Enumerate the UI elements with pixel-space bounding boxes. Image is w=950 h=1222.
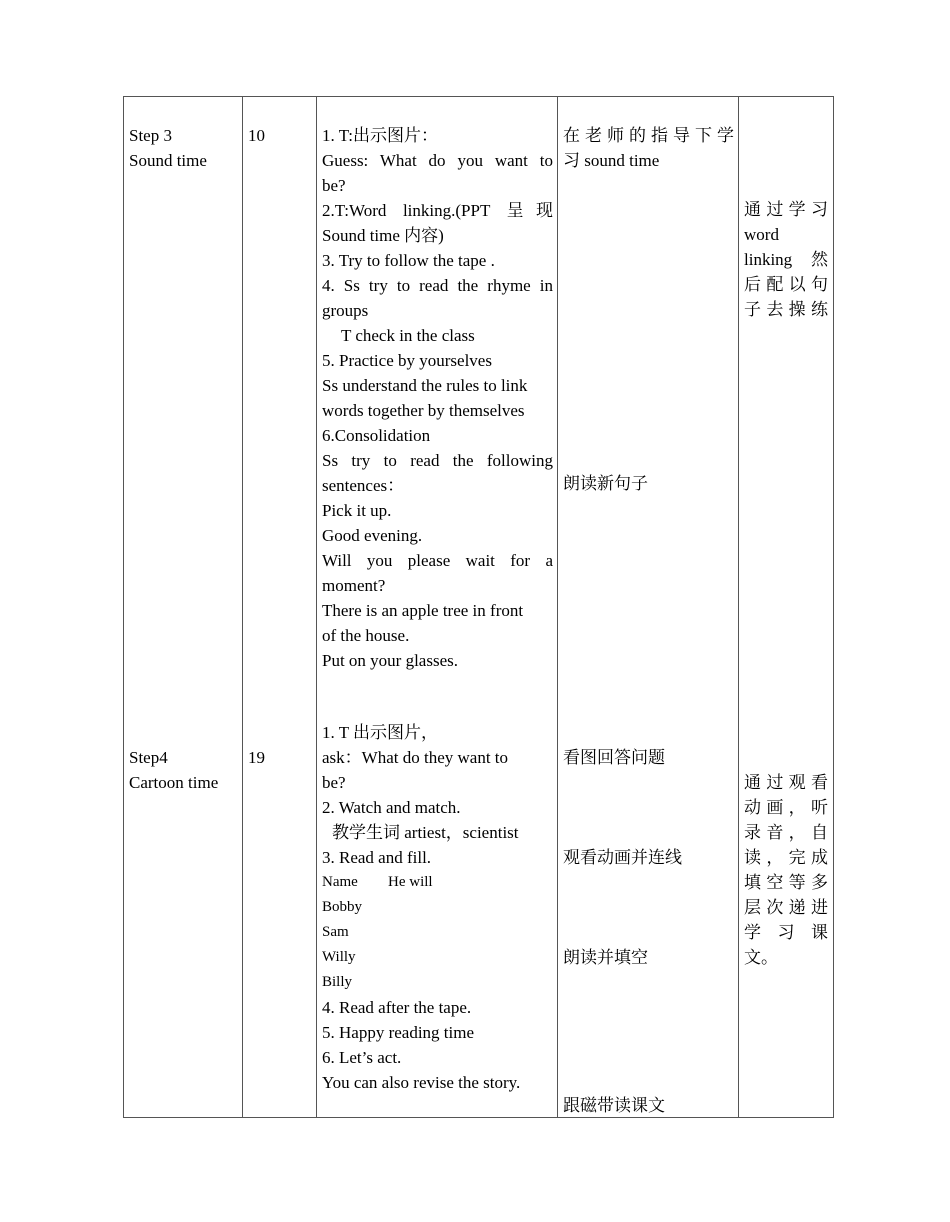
text-line: Pick it up. [322,501,392,520]
table-row [124,97,834,1118]
student-activity-cell [558,97,739,1118]
text-line: of the house. [322,626,410,645]
text-line: 读，完成 [744,848,828,867]
step4-name: Cartoon time [129,773,219,792]
text-line: word [744,225,779,244]
time-column-cell [243,97,317,1118]
fill-header-will: He will [388,874,433,890]
text-line: 3. Try to follow the tape . [322,251,495,270]
text-line: 层次递进 [744,898,828,917]
step4-student-3: 朗读并填空 [563,948,648,967]
text-line: 4. Read after the tape. [322,998,472,1017]
text-line: There is an apple tree in front [322,601,524,620]
text-line: 2. Watch and match. [322,798,461,817]
text-line: 3. Read and fill. [322,848,432,867]
text-line: 录音，自 [744,823,828,842]
fill-name: Sam [322,924,349,940]
fill-name: Billy [322,974,353,990]
step4-teacher-activities [322,720,553,1095]
text-line: moment? [322,576,386,595]
step3-purpose [744,197,828,322]
step3-teacher-activities [322,123,553,673]
step4-label [129,745,218,795]
text-line: 后配以句 [744,275,828,294]
fill-table-header [322,870,553,895]
step3-minutes: 10 [248,126,265,145]
text-line: Will you please wait for a [322,551,553,570]
text-line: Good evening. [322,526,423,545]
text-line: 教学生词 artiest，scientist [332,823,519,842]
text-line: 5. Practice by yourselves [322,351,492,370]
text-line: 1. T 出示图片， [322,723,439,742]
text-line: You can also revise the story. [322,1073,521,1092]
text-line: T check in the class [341,326,475,345]
step3-student-read: 朗读新句子 [563,474,648,493]
text-line: Ss try to read the following [322,451,553,470]
text-line: 习 sound time [563,151,660,170]
text-line: 动画，听 [744,798,828,817]
step4-minutes: 19 [248,748,265,767]
text-line: 6.Consolidation [322,426,431,445]
text-line: be? [322,176,346,195]
text-line: words together by themselves [322,401,525,420]
text-line: 填空等多 [744,873,828,892]
step3-number: Step 3 [129,126,172,145]
text-line: Ss understand the rules to link [322,376,528,395]
text-line: 子去操练 [744,300,828,319]
text-line: 4. Ss try to read the rhyme in [322,276,553,295]
text-line: 学 习 课 [744,923,828,942]
step3-student-activities [563,123,734,173]
text-line: 6. Let’s act. [322,1048,402,1067]
text-line: 文。 [744,948,778,967]
step4-student-2: 观看动画并连线 [563,848,682,867]
fill-header-name: Name [322,874,358,890]
step4-student-1: 看图回答问题 [563,748,665,767]
text-line: sentences： [322,476,405,495]
text-line: ask：What do they want to [322,748,509,767]
text-line: 通过观看 [744,773,828,792]
fill-name: Bobby [322,899,363,915]
text-line: 5. Happy reading time [322,1023,475,1042]
step3-name: Sound time [129,151,207,170]
text-line: Put on your glasses. [322,651,458,670]
purpose-cell [739,97,834,1118]
text-line: linking 然 [744,250,828,269]
step3-label [129,123,207,173]
text-line: 2.T:Word linking.(PPT 呈现 [322,201,553,220]
text-line: 在老师的指导下学 [563,126,734,145]
text-line: Sound time 内容) [322,226,444,245]
step-column-cell [124,97,243,1118]
text-line: 通过学习 [744,200,828,219]
lesson-plan-table [123,96,834,1118]
fill-name: Willy [322,949,356,965]
step4-student-4: 跟磁带读课文 [563,1096,665,1115]
teacher-activity-cell [317,97,558,1118]
step4-purpose [744,770,828,970]
text-line: Guess: What do you want to [322,151,553,170]
text-line: be? [322,773,346,792]
text-line: 1. T:出示图片： [322,126,438,145]
step4-number: Step4 [129,748,168,767]
text-line: groups [322,301,369,320]
